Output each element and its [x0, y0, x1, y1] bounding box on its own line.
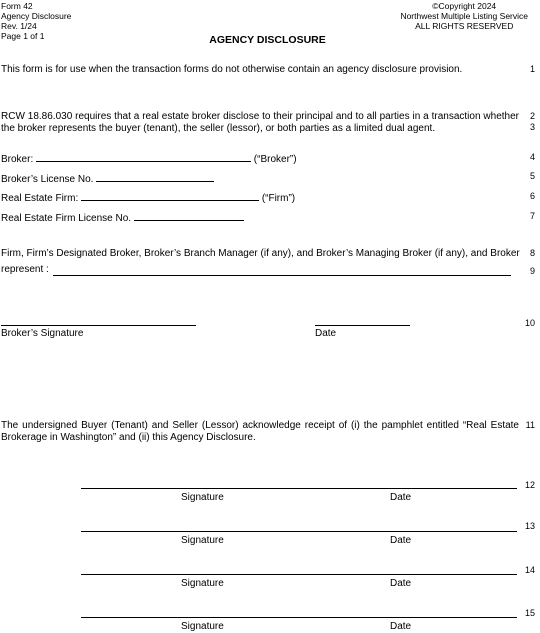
- firm-name-field[interactable]: [81, 190, 259, 201]
- line-number: 10: [524, 318, 535, 328]
- broker-license-row: [1, 171, 214, 186]
- line-number: 3: [529, 122, 535, 132]
- form-revision: Rev. 1/24: [1, 21, 37, 31]
- signature-line[interactable]: [81, 617, 517, 618]
- signature-label: Signature: [181, 535, 224, 546]
- line-number: 1: [529, 64, 535, 74]
- represent-field[interactable]: [53, 275, 511, 276]
- broker-license-label: Broker’s License No.: [1, 174, 94, 185]
- line-number: 13: [524, 521, 535, 531]
- signature-line[interactable]: [81, 488, 517, 489]
- rights-notice: ALL RIGHTS RESERVED: [415, 21, 514, 31]
- represent-label: represent :: [1, 264, 49, 275]
- signature-line[interactable]: [81, 531, 517, 532]
- broker-license-field[interactable]: [96, 171, 214, 182]
- date-label: Date: [315, 328, 337, 339]
- page-count: Page 1 of 1: [1, 31, 45, 41]
- broker-label: Broker:: [1, 154, 34, 165]
- publisher: Northwest Multiple Listing Service: [400, 11, 528, 21]
- line-number: 8: [529, 248, 535, 258]
- copyright: ©Copyright 2024: [432, 1, 497, 11]
- form-number: Form 42: [1, 1, 33, 11]
- line-number: 5: [529, 171, 535, 181]
- line-number: 15: [524, 608, 535, 618]
- signature-label: Signature: [181, 492, 224, 503]
- firm-license-label: Real Estate Firm License No.: [1, 213, 132, 224]
- rcw-text: RCW 18.86.030 requires that a real estate broker disclose to their principal and to all parties in a transaction whether the broker represents the buyer (tenant), the seller (lessor), or both parties as a limited dual agent.: [1, 111, 519, 134]
- line-number: 4: [529, 152, 535, 162]
- line-number: 7: [529, 211, 535, 221]
- firm-license-field[interactable]: [134, 210, 244, 221]
- line-number: 6: [529, 191, 535, 201]
- line-number: 11: [525, 420, 535, 430]
- date-label: Date: [390, 578, 412, 589]
- date-label: Date: [390, 492, 412, 503]
- broker-suffix: (“Broker”): [253, 154, 297, 165]
- intro-text: This form is for use when the transaction forms do not otherwise contain an agency disclosure provision.: [1, 64, 463, 75]
- form-name: Agency Disclosure: [1, 11, 72, 21]
- broker-signature-label: Broker’s Signature: [1, 328, 84, 339]
- broker-name-field[interactable]: [36, 151, 251, 162]
- broker-signature-field[interactable]: [1, 325, 196, 326]
- date-label: Date: [390, 535, 412, 546]
- line-number: 9: [529, 266, 535, 276]
- form-header-right: [400, 1, 528, 31]
- line-number: 2: [529, 111, 535, 121]
- signature-line[interactable]: [81, 574, 517, 575]
- signature-label: Signature: [181, 578, 224, 589]
- firm-label: Real Estate Firm:: [1, 193, 79, 204]
- line-number: 12: [524, 480, 535, 490]
- date-label: Date: [390, 621, 412, 632]
- firm-license-row: [1, 210, 244, 225]
- broker-field-row: [1, 151, 297, 166]
- signature-label: Signature: [181, 621, 224, 632]
- represent-text: Firm, Firm’s Designated Broker, Broker’s Branch Manager (if any), and Broker’s Managing Broker (if any), and Broker: [1, 248, 520, 259]
- broker-date-field[interactable]: [315, 325, 410, 326]
- acknowledge-text: The undersigned Buyer (Tenant) and Seller (Lessor) acknowledge receipt of (i) the pamphlet entitled “Real Estate Brokerage in Washington” and (ii) this Agency Disclosure.: [1, 420, 519, 443]
- firm-field-row: [1, 190, 295, 205]
- page-title: AGENCY DISCLOSURE: [209, 34, 326, 46]
- firm-suffix: (“Firm”): [261, 193, 296, 204]
- line-number: 14: [524, 565, 535, 575]
